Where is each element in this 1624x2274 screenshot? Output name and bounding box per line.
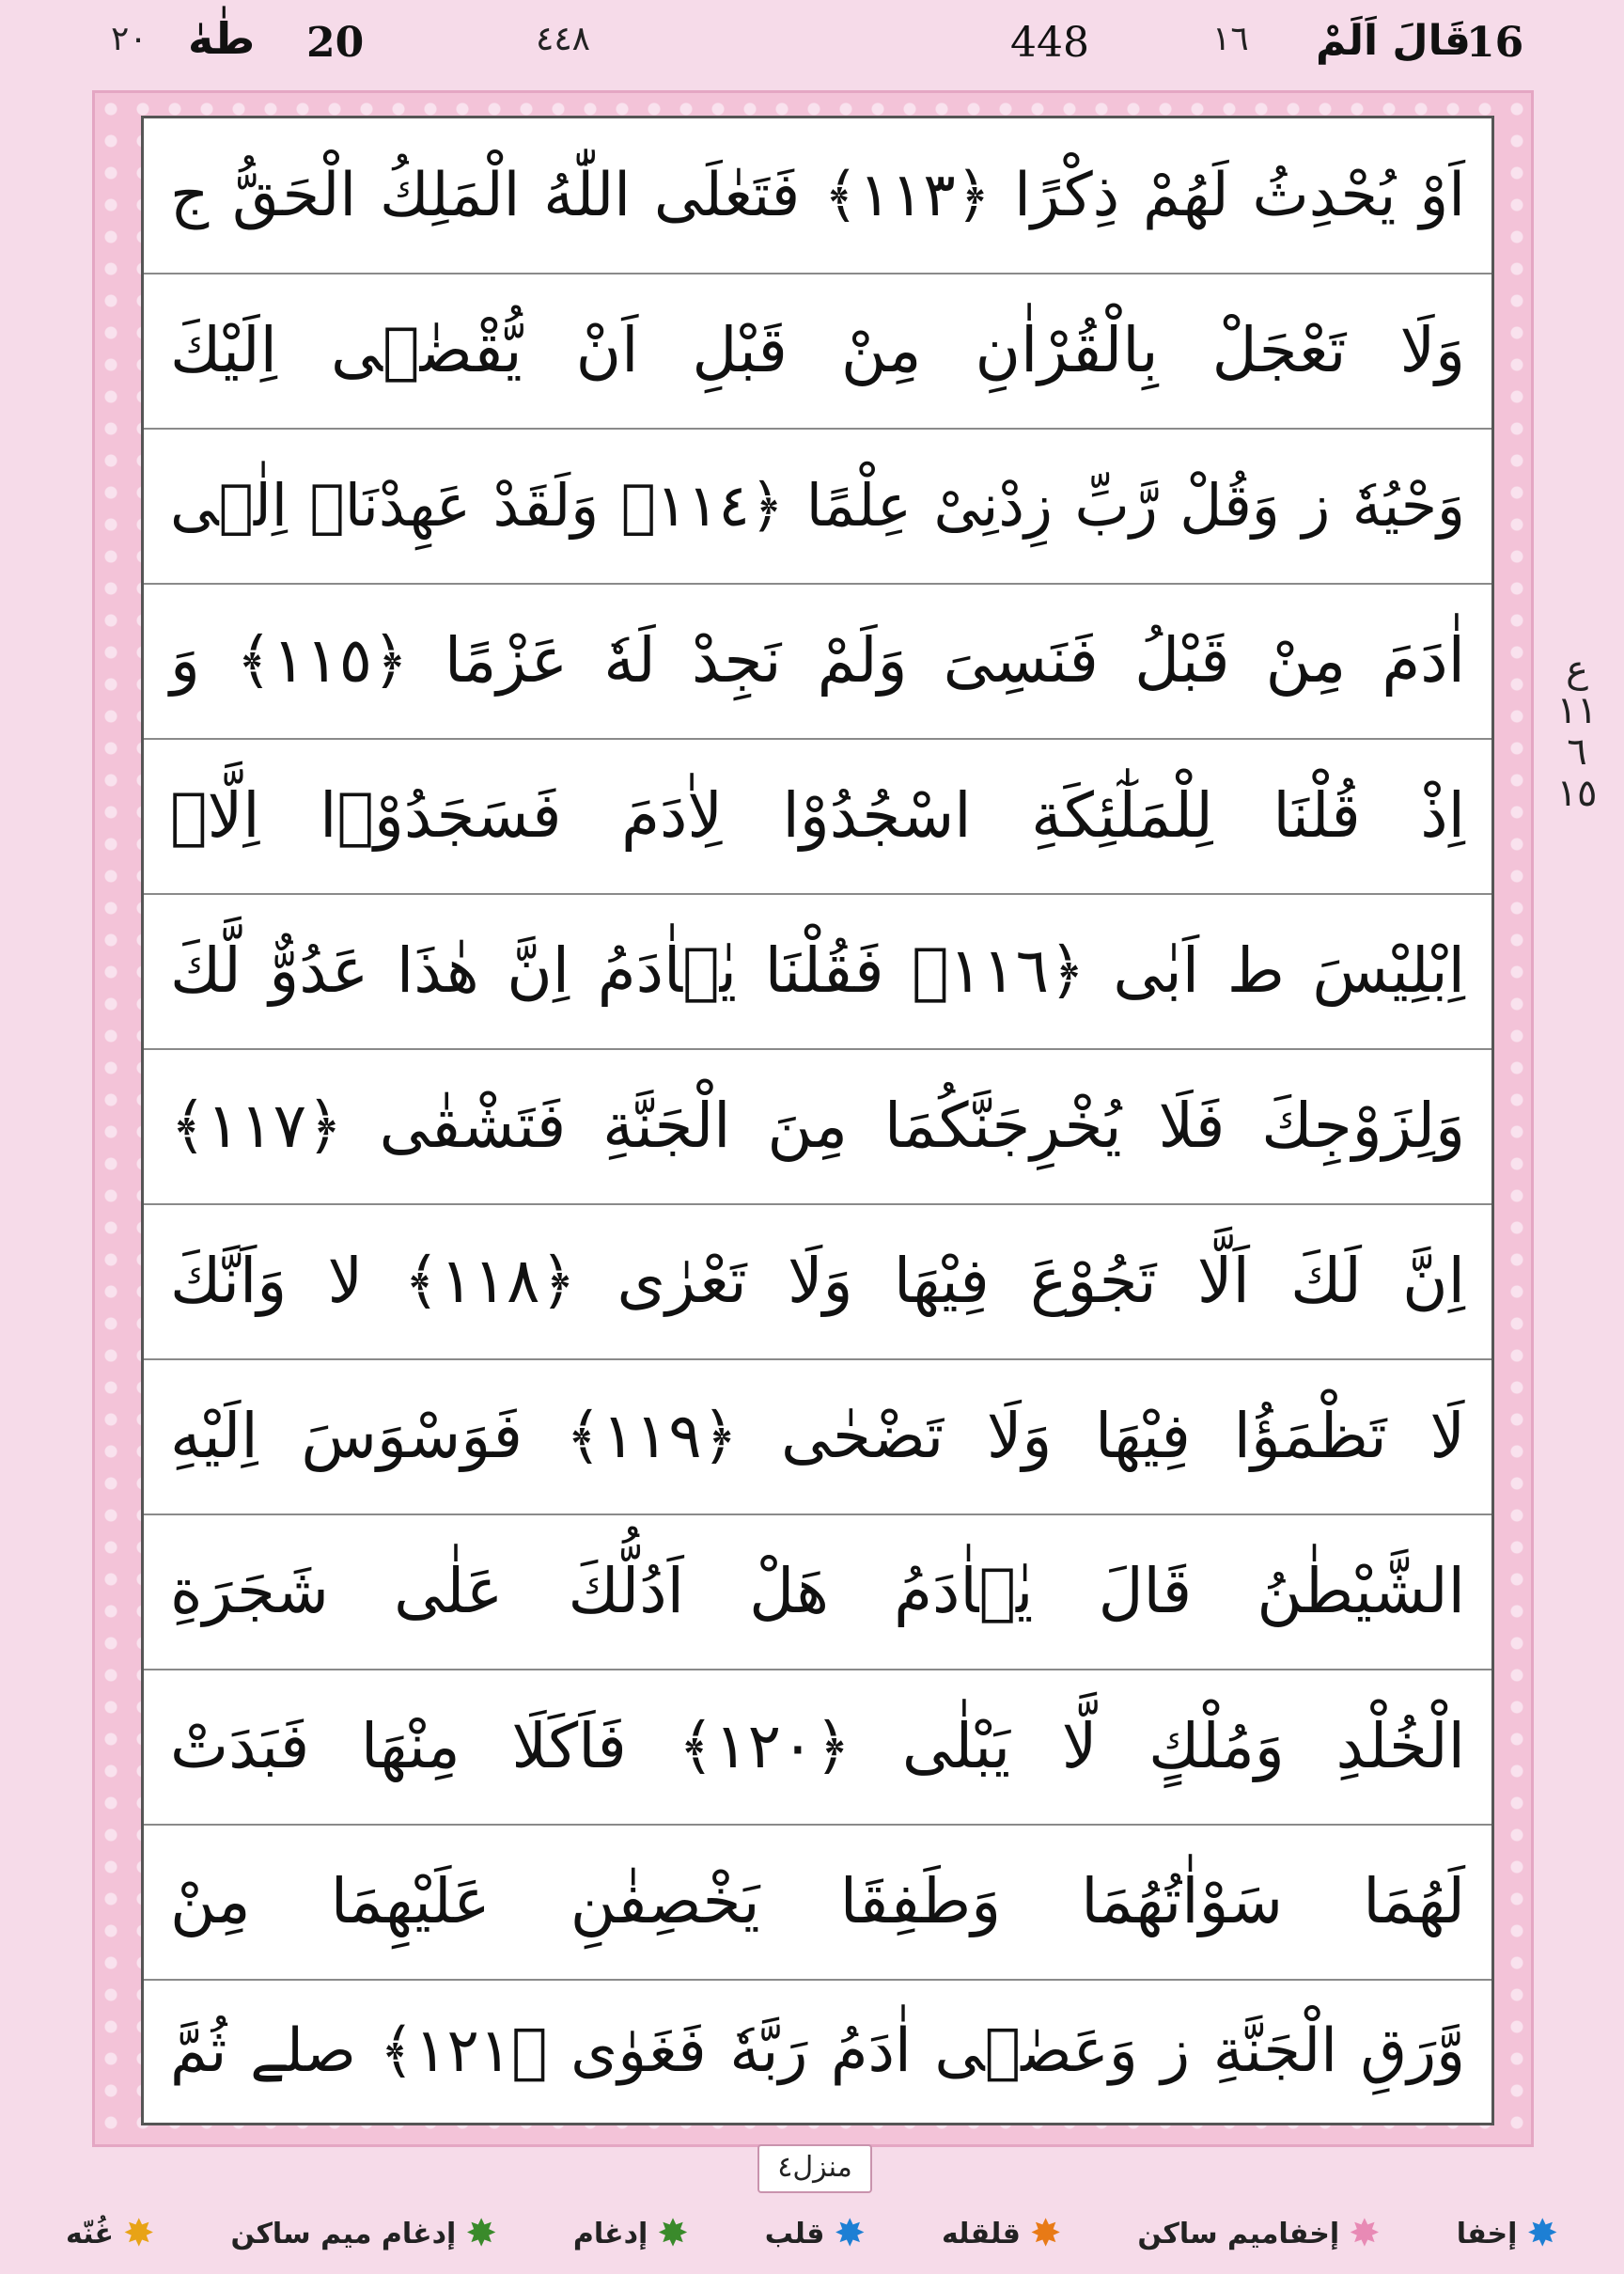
- legend-item-ikhfa-meem: [1137, 2212, 1381, 2255]
- legend-label: غُنّه: [66, 2217, 114, 2250]
- legend-label: إدغام: [572, 2217, 648, 2250]
- juz-name: قَالَ اَلَمْ: [1316, 17, 1471, 65]
- verse-line: [144, 894, 1491, 1050]
- verse-line-text: وَّرَقِ الْجَنَّةِ ز وَعَصٰۤى اٰدَمُ رَبَّهٗ فَغَوٰى ﴿١٢١﴾ صلے ثُمَّ: [170, 2016, 1466, 2086]
- verse-line-text: اِذْ قُلْنَا لِلْمَلٰٓئِكَةِ اسْجُدُوْا لِاٰدَمَ فَسَجَدُوْۤا اِلَّاۤ: [170, 779, 1465, 852]
- verse-line: [144, 1825, 1491, 1981]
- star-icon: ✸: [122, 2212, 155, 2255]
- ruku-marker: ع ١١ ٦ ١٥: [1556, 648, 1598, 815]
- verse-line: [144, 429, 1491, 585]
- manzil-label: منزل٤: [757, 2144, 872, 2193]
- star-icon: ✸: [834, 2212, 866, 2255]
- verse-line: [144, 1670, 1491, 1826]
- verse-line-text: لَهُمَا سَوْاٰتُهُمَا وَطَفِقَا يَخْصِفٰنِ عَلَيْهِمَا مِنْ: [170, 1865, 1465, 1937]
- star-icon: ✸: [657, 2212, 689, 2255]
- juz-number-arabic: ١٦: [1212, 20, 1249, 58]
- text-panel: [141, 116, 1494, 2125]
- verse-line: [144, 1204, 1491, 1360]
- star-icon: ✸: [1029, 2212, 1062, 2255]
- verse-line: [144, 1514, 1491, 1670]
- legend-item-idgham-meem: [230, 2212, 497, 2255]
- tajweed-legend: [0, 2205, 1624, 2262]
- page-header: [0, 0, 1624, 90]
- verse-line: [144, 739, 1491, 895]
- verse-line-text: اِبْلِيْسَ ط اَبٰى ﴿١١٦﴾ فَقُلْنَا يٰۤاٰدَمُ اِنَّ هٰذَا عَدُوٌّ لَّكَ: [170, 934, 1465, 1007]
- verse-line-text: الْخُلْدِ وَمُلْكٍ لَّا يَبْلٰى ﴿١٢٠﴾ فَاَكَلَا مِنْهَا فَبَدَتْ: [170, 1710, 1465, 1782]
- star-icon: ✸: [1349, 2212, 1381, 2255]
- page-number-arabic: ٤٤٨: [536, 20, 591, 58]
- verse-line: [144, 274, 1491, 430]
- verse-line-text: وَلِزَوْجِكَ فَلَا يُخْرِجَنَّكُمَا مِنَ الْجَنَّةِ فَتَشْقٰى ﴿١١٧﴾: [170, 1090, 1465, 1162]
- legend-item-ghunna: [66, 2212, 155, 2255]
- verse-line: [144, 584, 1491, 740]
- star-icon: ✸: [1526, 2212, 1558, 2255]
- verse-line: [144, 1980, 1491, 2123]
- verse-line-text: وَلَا تَعْجَلْ بِالْقُرْاٰنِ مِنْ قَبْلِ اَنْ يُّقْضٰۤى اِلَيْكَ: [170, 314, 1465, 386]
- verse-line-text: اَوْ يُحْدِثُ لَهُمْ ذِكْرًا ﴿١١٣﴾ فَتَعٰلَى اللّٰهُ الْمَلِكُ الْحَقُّ ج: [170, 161, 1466, 230]
- verse-line: [144, 1049, 1491, 1205]
- surah-name: طٰهٰ: [188, 13, 256, 64]
- verse-line-text: اٰدَمَ مِنْ قَبْلُ فَنَسِىَ وَلَمْ نَجِدْ لَهٗ عَزْمًا ﴿١١٥﴾ وَ: [170, 624, 1465, 697]
- surah-number-arabic: ٢٠: [111, 20, 148, 58]
- verse-line: [144, 118, 1491, 274]
- legend-item-qalqala: [941, 2212, 1062, 2255]
- verse-line: [144, 1359, 1491, 1515]
- surah-number: 20: [306, 19, 365, 67]
- page-number: 448: [1010, 19, 1089, 67]
- legend-item-qalb: [764, 2212, 866, 2255]
- legend-label: إخفاميم ساكن: [1137, 2217, 1340, 2250]
- juz-number: 16: [1466, 19, 1524, 67]
- legend-item-idgham: [572, 2212, 689, 2255]
- verse-line-text: وَحْيُهٗ ز وَقُلْ رَّبِّ زِدْنِىْ عِلْمًا ﴿١١٤﴾ وَلَقَدْ عَهِدْنَاۤ اِلٰۤى: [170, 471, 1465, 540]
- star-icon: ✸: [465, 2212, 497, 2255]
- legend-item-ikhfa: [1456, 2212, 1558, 2255]
- legend-label: إخفا: [1456, 2217, 1518, 2250]
- verse-line-text: لَا تَظْمَؤُا فِيْهَا وَلَا تَضْحٰى ﴿١١٩﴾ فَوَسْوَسَ اِلَيْهِ: [170, 1400, 1465, 1472]
- verse-line-text: الشَّيْطٰنُ قَالَ يٰۤاٰدَمُ هَلْ اَدُلُّكَ عَلٰى شَجَرَةِ: [170, 1555, 1465, 1627]
- legend-label: قلقله: [941, 2217, 1021, 2250]
- legend-label: قلب: [764, 2217, 825, 2250]
- legend-label: إدغام ميم ساكن: [230, 2217, 457, 2250]
- verse-line-text: اِنَّ لَكَ اَلَّا تَجُوْعَ فِيْهَا وَلَا تَعْرٰى ﴿١١٨﴾ لا وَاَنَّكَ: [170, 1245, 1465, 1317]
